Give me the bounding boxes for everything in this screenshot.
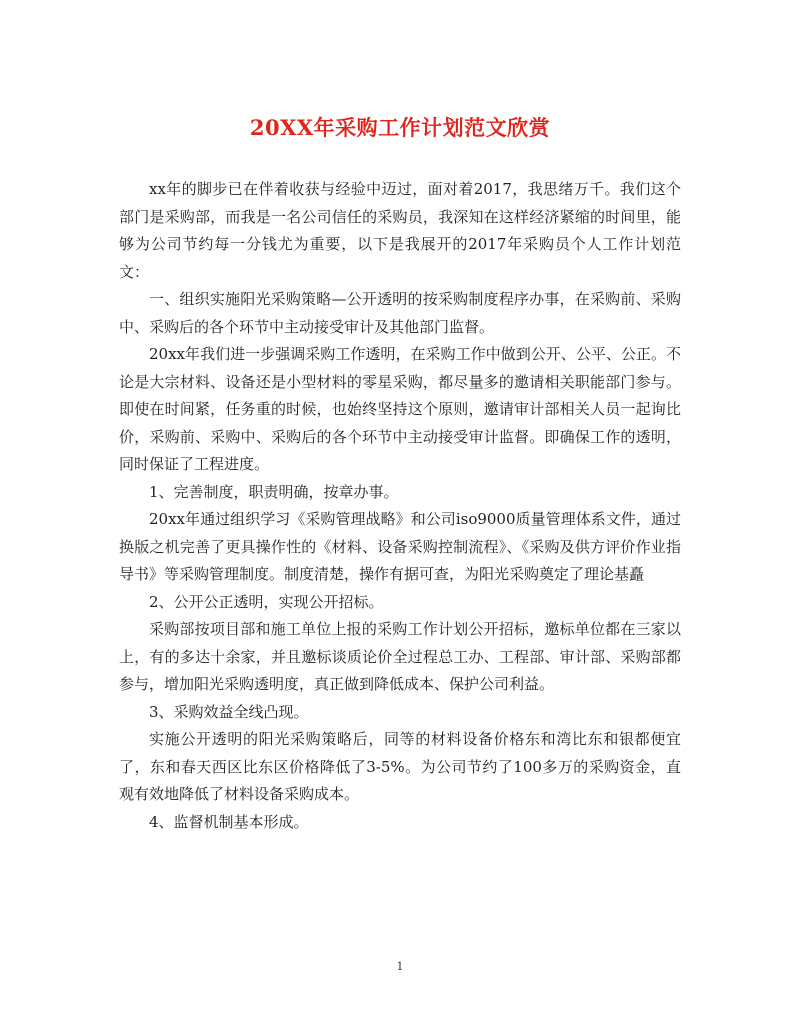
document-title: 20XX年采购工作计划范文欣赏 xyxy=(249,115,551,140)
paragraph: 实施公开透明的阳光采购策略后，同等的材料设备价格东和湾比东和银都便宜了，东和春天西区比东区价格降低了3-5%。为公司节约了100多万的采购资金，直观有效地降低了材料设备采购成本。 xyxy=(119,730,681,803)
paragraph: 20xx年我们进一步强调采购工作透明，在采购工作中做到公开、公平、公正。不论是大宗材料、设备还是小型材料的零星采购，都尽量多的邀请相关职能部门参与。即使在时间紧，任务重的时候，也始终坚持这个原则，邀请审计部相关人员一起询比价，采购前、采购中、采购后的各个环节中主动接受审计监督。即确保工作的透明，同时保证了工程进度。 xyxy=(119,345,681,473)
page-number: 1 xyxy=(396,960,404,973)
paragraph: 1、完善制度，职责明确，按章办事。 xyxy=(149,482,399,501)
paragraph: xx年的脚步已在伴着收获与经验中迈过，面对着2017，我思绪万千。我们这个部门是采购部，而我是一名公司信任的采购员，我深知在这样经济紧缩的时间里，能够为公司节约每一分钱尤为重要，以下是我展开的2017年采购员个人工作计划范文： xyxy=(119,180,681,281)
paragraph: 4、监督机制基本形成。 xyxy=(149,812,309,831)
paragraph: 2、公开公正透明，实现公开招标。 xyxy=(149,592,384,611)
document-body xyxy=(119,176,681,836)
paragraph: 一、组织实施阳光采购策略—公开透明的按采购制度程序办事，在采购前、采购中、采购后的各个环节中主动接受审计及其他部门监督。 xyxy=(119,290,681,336)
paragraph: 采购部按项目部和施工单位上报的采购工作计划公开招标，邀标单位都在三家以上，有的多达十余家，并且邀标谈质论价全过程总工办、工程部、审计部、采购部都参与，增加阳光采购透明度，真正做到降低成本、保护公司利益。 xyxy=(119,620,681,693)
paragraph: 20xx年通过组织学习《采购管理战略》和公司iso9000质量管理体系文件，通过换版之机完善了更具操作性的《材料、设备采购控制流程》、《采购及供方评价作业指导书》等采购管理制度。制度清楚，操作有据可查，为阳光采购奠定了理论基矗 xyxy=(119,510,681,583)
paragraph: 3、采购效益全线凸现。 xyxy=(149,702,309,721)
